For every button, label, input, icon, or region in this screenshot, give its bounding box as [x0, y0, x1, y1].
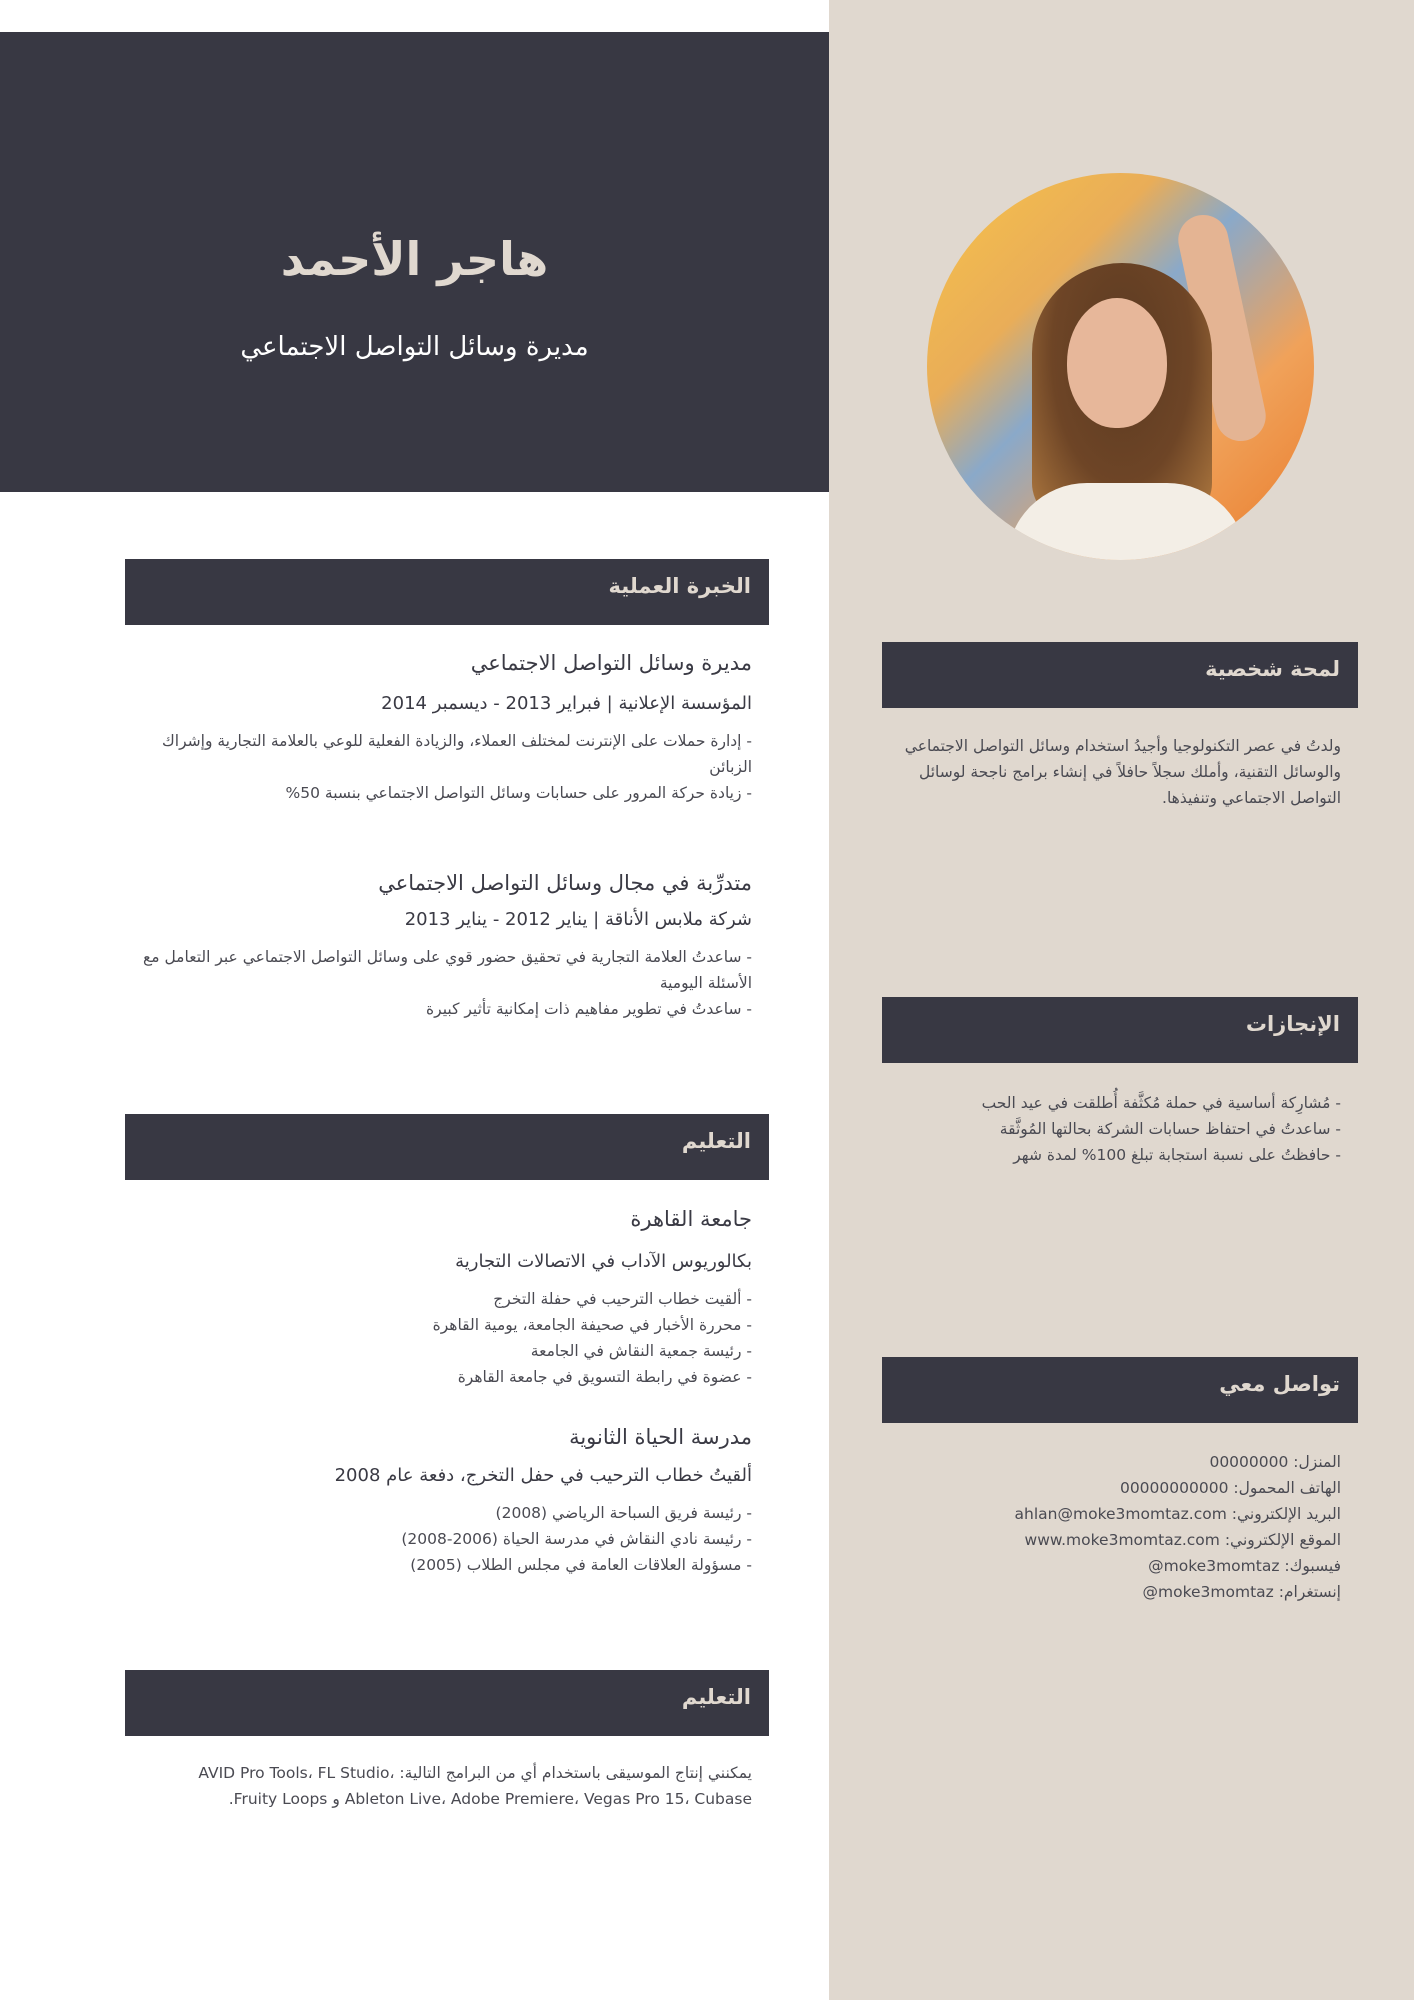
list-item: - رئيسة جمعية النقاش في الجامعة: [530, 1342, 752, 1360]
list-item: - محررة الأخبار في صحيفة الجامعة، يومية القاهرة: [432, 1316, 752, 1334]
list-item: - عضوة في رابطة التسويق في جامعة القاهرة: [457, 1368, 752, 1386]
section-header-experience: [125, 559, 769, 625]
candidate-name: هاجر الأحمد: [280, 232, 549, 286]
profile-photo: [927, 173, 1314, 560]
contact-facebook-link[interactable]: فيسبوك: moke3momtaz@: [1148, 1557, 1341, 1575]
header-banner: [0, 32, 829, 492]
profile-text: ولدتُ في عصر التكنولوجيا وأجيدُ استخدام وسائل التواصل الاجتماعي والوسائل التقنية، وأملك سجلاً حافلاً في إنشاء برامج ناجحة لوسائل التواصل الاجتماعي وتنفيذها.: [904, 737, 1341, 807]
job-role: مديرة وسائل التواصل الاجتماعي: [470, 651, 752, 675]
section-header-profile: [882, 642, 1358, 708]
section-title: الخبرة العملية: [608, 574, 751, 598]
list-item: - ساعدتُ العلامة التجارية في تحقيق حضور قوي على وسائل التواصل الاجتماعي عبر التعامل مع الأسئلة اليومية: [142, 948, 752, 992]
achievements-list: [890, 1090, 1341, 1168]
list-item: - رئيسة فريق السباحة الرياضي (2008): [495, 1504, 752, 1522]
school-entry: [140, 1422, 752, 1578]
contact-email-link[interactable]: البريد الإلكتروني: ahlan@moke3momtaz.com: [1014, 1505, 1341, 1523]
school-name: جامعة القاهرة: [630, 1207, 752, 1231]
section-title: الإنجازات: [1245, 1012, 1340, 1036]
school-entry: [140, 1204, 752, 1390]
job-company-dates: المؤسسة الإعلانية | فبراير 2013 - ديسمبر 2014: [381, 693, 752, 714]
section-title: تواصل معي: [1219, 1372, 1340, 1396]
list-item: - ساعدتُ في احتفاظ حسابات الشركة بحالتها المُوثَّقة: [999, 1120, 1341, 1138]
contact-website-link[interactable]: الموقع الإلكتروني: www.moke3momtaz.com: [1024, 1531, 1341, 1549]
contact-instagram-link[interactable]: إنستغرام: moke3momtaz@: [1142, 1583, 1341, 1601]
job-company-dates: شركة ملابس الأناقة | يناير 2012 - يناير 2013: [404, 909, 752, 930]
contact-list: [890, 1449, 1341, 1605]
contact-mobile-phone: الهاتف المحمول: 00000000000: [1119, 1479, 1341, 1497]
school-name: مدرسة الحياة الثانوية: [569, 1425, 752, 1449]
skills-text: يمكنني إنتاج الموسيقى باستخدام أي من البرامج التالية: AVID Pro Tools، FL Studio، Ableton Live، Adobe Premiere، Vegas Pro 15، Cubase و Fruity Loops.: [198, 1764, 752, 1808]
photo-shirt: [1007, 483, 1247, 560]
photo-face: [1067, 298, 1167, 428]
list-item: - حافظتُ على نسبة استجابة تبلغ 100% لمدة شهر: [1013, 1146, 1341, 1164]
job-entry: [140, 868, 752, 1022]
job-bullets: [140, 944, 752, 1022]
section-header-achievements: [882, 997, 1358, 1063]
school-bullets: [140, 1286, 752, 1390]
school-degree: ألقيتُ خطاب الترحيب في حفل التخرج، دفعة عام 2008: [334, 1465, 752, 1486]
list-item: - رئيسة نادي النقاش في مدرسة الحياة (2006-2008): [401, 1530, 752, 1548]
section-header-skills: [125, 1670, 769, 1736]
list-item: - مسؤولة العلاقات العامة في مجلس الطلاب (2005): [410, 1556, 752, 1574]
list-item: - إدارة حملات على الإنترنت لمختلف العملاء، والزيادة الفعلية للوعي بالعلامة التجارية وإشراك الزبائن: [162, 732, 752, 776]
section-title: التعليم: [681, 1685, 751, 1709]
job-entry: [140, 648, 752, 806]
section-header-contact: [882, 1357, 1358, 1423]
job-bullets: [140, 728, 752, 806]
section-title: التعليم: [681, 1129, 751, 1153]
list-item: - مُشارِكة أساسية في حملة مُكثَّفة أُطلقت في عيد الحب: [981, 1094, 1341, 1112]
list-item: - زيادة حركة المرور على حسابات وسائل التواصل الاجتماعي بنسبة 50%: [285, 784, 752, 802]
section-header-education: [125, 1114, 769, 1180]
school-degree: بكالوريوس الآداب في الاتصالات التجارية: [455, 1251, 752, 1272]
list-item: - ألقيت خطاب الترحيب في حفلة التخرج: [493, 1290, 752, 1308]
profile-text-block: [890, 733, 1341, 811]
section-title: لمحة شخصية: [1205, 657, 1340, 681]
contact-home-phone: المنزل: 00000000: [1209, 1453, 1341, 1471]
school-bullets: [140, 1500, 752, 1578]
job-role: متدرِّبة في مجال وسائل التواصل الاجتماعي: [378, 871, 752, 895]
list-item: - ساعدتُ في تطوير مفاهيم ذات إمكانية تأثير كبيرة: [426, 1000, 752, 1018]
skills-text-block: [140, 1760, 752, 1812]
candidate-title: مديرة وسائل التواصل الاجتماعي: [240, 332, 589, 362]
